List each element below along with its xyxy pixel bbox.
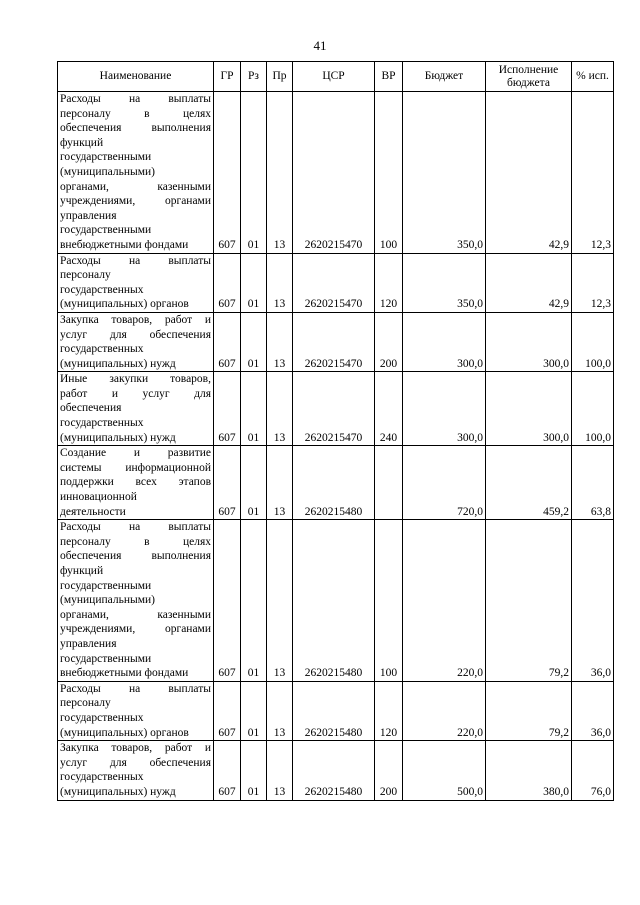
row-name xyxy=(58,92,214,254)
cell-budget: 720,0 xyxy=(403,446,486,520)
cell-execution: 42,9 xyxy=(486,253,572,312)
cell-execution: 42,9 xyxy=(486,92,572,254)
cell-execution: 79,2 xyxy=(486,520,572,682)
row-name-line: Расходы на выплаты xyxy=(60,93,211,105)
row-name xyxy=(58,741,214,800)
row-name xyxy=(58,520,214,682)
cell-vr: 240 xyxy=(375,372,403,446)
row-name-line: учреждениями, органами xyxy=(60,195,211,208)
row-name-line: Иные закупки товаров, xyxy=(60,373,211,386)
cell-percent: 12,3 xyxy=(572,253,614,312)
cell-pr: 13 xyxy=(267,446,293,520)
cell-rz: 01 xyxy=(241,741,267,800)
row-name-line: внебюджетными фондами xyxy=(60,238,189,251)
cell-budget: 220,0 xyxy=(403,681,486,740)
table-row xyxy=(58,741,614,800)
row-name-line: работ и услуг для xyxy=(60,387,211,400)
cell-rz: 01 xyxy=(241,372,267,446)
row-name-line: инновационной xyxy=(60,491,137,504)
cell-rz: 01 xyxy=(241,446,267,520)
cell-percent: 36,0 xyxy=(572,681,614,740)
budget-table xyxy=(57,61,614,801)
cell-execution: 300,0 xyxy=(486,312,572,371)
row-name-line: обеспечения выполнения xyxy=(60,550,211,563)
header-budget: Бюджет xyxy=(403,62,486,92)
table-row xyxy=(58,446,614,520)
row-name-line: персоналу xyxy=(60,697,111,710)
cell-rz: 01 xyxy=(241,520,267,682)
row-name-line: Закупка товаров, работ и xyxy=(60,742,211,755)
row-name-line: государственных xyxy=(60,283,144,296)
row-name-line: обеспечения выполнения xyxy=(60,122,211,135)
cell-percent: 63,8 xyxy=(572,446,614,520)
cell-pr: 13 xyxy=(267,681,293,740)
row-name-line: государственными xyxy=(60,224,152,237)
row-name-line: персоналу xyxy=(60,269,111,282)
row-name-line: (муниципальных) нужд xyxy=(60,431,176,444)
row-name-line: услуг для обеспечения xyxy=(60,756,211,769)
cell-pr: 13 xyxy=(267,92,293,254)
row-name-line: поддержки всех этапов xyxy=(60,476,211,489)
row-name-line: государственными xyxy=(60,579,152,592)
row-name-line: (муниципальными) xyxy=(60,165,155,178)
header-execution: Исполнение бюджета xyxy=(486,62,572,92)
cell-execution: 300,0 xyxy=(486,372,572,446)
row-name-line: государственными xyxy=(60,151,152,164)
row-name-line: (муниципальных) органов xyxy=(60,726,189,739)
cell-gr: 607 xyxy=(214,312,241,371)
row-name-line: учреждениями, органами xyxy=(60,623,211,636)
row-name-line: государственных xyxy=(60,417,144,430)
cell-gr: 607 xyxy=(214,446,241,520)
cell-pr: 13 xyxy=(267,741,293,800)
row-name-line: Закупка товаров, работ и xyxy=(60,313,211,326)
cell-pr: 13 xyxy=(267,372,293,446)
row-name-line: государственных xyxy=(60,343,144,356)
cell-budget: 300,0 xyxy=(403,312,486,371)
cell-budget: 500,0 xyxy=(403,741,486,800)
cell-vr: 120 xyxy=(375,681,403,740)
cell-csr: 2620215470 xyxy=(293,372,375,446)
cell-gr: 607 xyxy=(214,253,241,312)
cell-budget: 220,0 xyxy=(403,520,486,682)
cell-gr: 607 xyxy=(214,741,241,800)
row-name-line: государственных xyxy=(60,711,144,724)
row-name-line: внебюджетными фондами xyxy=(60,667,189,680)
row-name-line: функций xyxy=(60,136,104,149)
header-gr: ГР xyxy=(214,62,241,92)
cell-budget: 350,0 xyxy=(403,92,486,254)
cell-vr: 200 xyxy=(375,741,403,800)
cell-vr: 120 xyxy=(375,253,403,312)
table-row xyxy=(58,681,614,740)
cell-gr: 607 xyxy=(214,372,241,446)
row-name xyxy=(58,681,214,740)
row-name-line: органами, казенными xyxy=(60,608,211,621)
row-name-line: (муниципальными) xyxy=(60,594,155,607)
cell-execution: 79,2 xyxy=(486,681,572,740)
cell-pr: 13 xyxy=(267,253,293,312)
cell-csr: 2620215480 xyxy=(293,681,375,740)
cell-rz: 01 xyxy=(241,681,267,740)
table-body xyxy=(58,92,614,801)
table-row xyxy=(58,253,614,312)
row-name-line: системы информационной xyxy=(60,461,211,474)
cell-execution: 380,0 xyxy=(486,741,572,800)
row-name-line: государственными xyxy=(60,652,152,665)
row-name-line: органами, казенными xyxy=(60,180,211,193)
row-name xyxy=(58,372,214,446)
row-name xyxy=(58,312,214,371)
row-name-line: управления xyxy=(60,637,117,650)
table-header-row xyxy=(58,62,614,92)
cell-csr: 2620215480 xyxy=(293,446,375,520)
row-name-line: Расходы на выплаты xyxy=(60,682,211,695)
cell-vr: 100 xyxy=(375,520,403,682)
cell-percent: 100,0 xyxy=(572,372,614,446)
table-row xyxy=(58,92,614,254)
cell-percent: 76,0 xyxy=(572,741,614,800)
cell-pr: 13 xyxy=(267,520,293,682)
cell-budget: 300,0 xyxy=(403,372,486,446)
row-name-line: (муниципальных) нужд xyxy=(60,785,176,798)
table-row xyxy=(58,520,614,682)
row-name-line: деятельности xyxy=(60,505,126,518)
cell-rz: 01 xyxy=(241,312,267,371)
row-name-line: Расходы на выплаты xyxy=(60,521,211,534)
page-number: 41 xyxy=(313,38,327,53)
header-rz: Рз xyxy=(241,62,267,92)
row-name-line: услуг для обеспечения xyxy=(60,328,211,341)
row-name-line: Расходы на выплаты xyxy=(60,254,211,267)
table-row xyxy=(58,372,614,446)
row-name-line: (муниципальных) органов xyxy=(60,298,189,311)
table-row xyxy=(58,312,614,371)
row-name-line: персоналу в целях xyxy=(60,535,211,548)
row-name-line: (муниципальных) нужд xyxy=(60,357,176,370)
cell-csr: 2620215480 xyxy=(293,520,375,682)
header-percent: % исп. xyxy=(572,62,614,92)
cell-vr: 100 xyxy=(375,92,403,254)
header-name: Наименование xyxy=(58,62,214,92)
cell-csr: 2620215470 xyxy=(293,253,375,312)
row-name-line: государственных xyxy=(60,771,144,784)
cell-csr: 2620215470 xyxy=(293,312,375,371)
cell-csr: 2620215480 xyxy=(293,741,375,800)
cell-csr: 2620215470 xyxy=(293,92,375,254)
cell-execution: 459,2 xyxy=(486,446,572,520)
cell-gr: 607 xyxy=(214,520,241,682)
cell-percent: 36,0 xyxy=(572,520,614,682)
cell-rz: 01 xyxy=(241,253,267,312)
cell-budget: 350,0 xyxy=(403,253,486,312)
row-name xyxy=(58,446,214,520)
header-csr: ЦСР xyxy=(293,62,375,92)
cell-percent: 100,0 xyxy=(572,312,614,371)
cell-vr: 200 xyxy=(375,312,403,371)
cell-gr: 607 xyxy=(214,681,241,740)
cell-gr: 607 xyxy=(214,92,241,254)
cell-percent: 12,3 xyxy=(572,92,614,254)
row-name-line: функций xyxy=(60,565,104,577)
row-name-line: обеспечения xyxy=(60,402,122,415)
header-vr: ВР xyxy=(375,62,403,92)
cell-rz: 01 xyxy=(241,92,267,254)
cell-vr xyxy=(375,446,403,520)
header-pr: Пр xyxy=(267,62,293,92)
row-name xyxy=(58,253,214,312)
cell-pr: 13 xyxy=(267,312,293,371)
row-name-line: Создание и развитие xyxy=(60,447,211,460)
row-name-line: управления xyxy=(60,209,117,222)
row-name-line: персоналу в целях xyxy=(60,107,211,120)
